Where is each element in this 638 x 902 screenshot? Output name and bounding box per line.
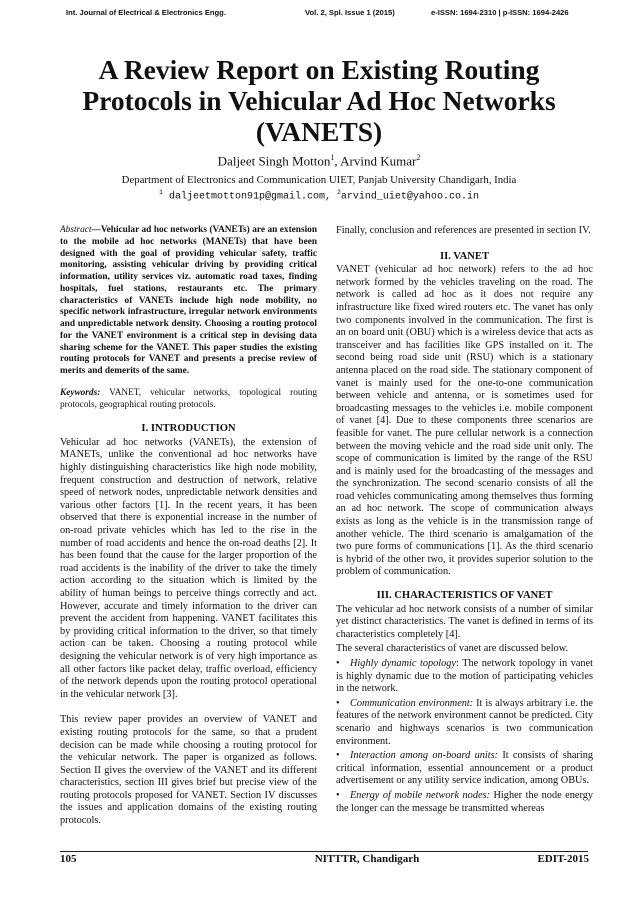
author-1-sup: 1 — [330, 153, 335, 162]
bullet-title: Interaction among on-board units: — [350, 750, 499, 762]
bullet-text: : The network topology in vanet is highly dynamic due to the motion of participating vehicles in the network. — [336, 658, 594, 695]
authors — [0, 153, 638, 169]
section-heading-introduction: I. INTRODUCTION — [141, 423, 236, 435]
email-2: arvind_uiet@yahoo.co.in — [340, 191, 479, 203]
bullet-icon: • — [336, 750, 340, 762]
email-2-sup: 2 — [337, 189, 341, 196]
footer-institute: NITTTR, Chandigarh — [314, 853, 420, 865]
keywords-text: VANET, vehicular networks, topological routing protocols, geographical routing protocols. — [60, 387, 317, 410]
author-1: Daljeet Singh Motton — [217, 153, 331, 169]
keywords — [60, 388, 317, 412]
footer-divider — [60, 851, 588, 852]
intro-paragraph-2: This review paper provides an overview of VANET and existing routing protocols for the same, so that a prudent decision can be made while choosing a routing protocol for the vehicular network. The paper is organized as follows. Section II gives the overview of the VANET and its different characteristics, section III gives brief but precise view of the routing protocols proposed for VANET. Section IV discusses the issues and application domains of the existing routing protocols. — [60, 714, 317, 827]
section-heading-vanet: II. VANET — [439, 250, 490, 262]
list-item — [336, 790, 593, 815]
volume-issue: Vol. 2, Spl. Issue 1 (2015) — [305, 8, 395, 17]
section-heading-characteristics: III. CHARACTERISTICS OF VANET — [376, 590, 553, 602]
author-2-sup: 2 — [416, 153, 421, 162]
list-item — [336, 658, 593, 696]
keywords-label: Keywords: — [60, 387, 101, 398]
bullet-title: Highly dynamic topology — [350, 658, 457, 669]
bullet-title: Energy of mobile network nodes: — [350, 789, 490, 801]
issn: e-ISSN: 1694-2310 | p-ISSN: 1694-2426 — [431, 8, 569, 17]
abstract-label: Abstract — [60, 225, 92, 235]
abstract-text: —Vehicular ad hoc networks (VANETs) are an extension to the mobile ad hoc networks (MANETs) that have been designed with the goal of providing vehicular safety, traffic monitoring, assisting vehicular driving by providing critical information, utility services viz. automatic road taxes, finding hospitals, fuel stations, restaurants etc. The primary characteristics of VANETs include high node mobility, no specific network infrastructure, irregular network environments and unpredictable network density. Choosing a routing protocol for the VANET environment is a critical step in devising data sharing scheme for the VANET. This paper studies the existing routing protocols for VANET and presents a precise review of merits and demerits of the same. — [60, 225, 317, 376]
paper-title: A Review Report on Existing Routing Protocols in Vehicular Ad Hoc Networks (VANETS) — [82, 54, 556, 147]
bullet-text: It consists of sharing critical information, essential announcement or a product advertisement or any utility service indication, among OBUs. — [336, 750, 594, 787]
abstract — [60, 225, 317, 378]
bullet-icon: • — [336, 697, 340, 709]
bullet-icon: • — [336, 658, 340, 669]
author-2: Arvind Kumar — [340, 153, 417, 169]
intro-paragraph-1: Vehicular ad hoc networks (VANETs), the extension of MANETs, unlike the conventional ad hoc networks have highly distinguishing characteristics like high node mobility, frequent construction and destruction of network, relative speed of network nodes, unpredictable network densities and various other factors [1]. In the recent years, it has been observed that there is exponential increase in the number of on-road private vehicles which has led to the rise in the number of road accidents and hence the on-road deaths [2]. It has been found that the cause for the larger proportion of the road accidents is the inability of the driver to take the timely action according to the situation which is limited by the ability of human beings to perceive things correctly and act. However, accurate and timely information to the driver can prevent the accident from happening. VANET facilitates this by providing critical information to the driver, so that timely action can be taken. Choosing a routing protocol while designing the vehicular network is of very high importance as all other factors like packet delay, traffic overload, efficiency of the network depends upon the routing protocol operational in the vehicular network [3]. — [60, 436, 317, 700]
vanet-paragraph: VANET (vehicular ad hoc network) refers to the ad hoc network formed by the vehicles traveling on the road. The network is called ad hoc as it does not require any infrastructure like fixed wired routers etc. The vanet has only two components involved in the communication. The first is an on board unit (OBU) which is a wireless device that acts as transceiver and has facilities like GPS installed on it. The second being road side unit (RSU) which is a stationary antenna placed on the road side. The stationary component of vanet is mainly used for the one-to-one communication between vehicle and antenna, or is sometimes used for broadcasting messages to the vehicles i.e. mobile component of vanet [4]. Due to these components three scenarios are feasible for vanet. The pure cellular network is a connection between the moving vehicle and the road side unit only. The scope of communication is limited by the range of the RSU and is mainly used for the broadcasting of the messages and the synchronization. The second scenario consists of all the road vehicles communicating among themselves thus forming an ad hoc network. The scope of communication always exists as long as the vehicle is in the transmission range of another vehicle. The third scenario is amalgamation of the two pure forms of communications [1]. As the third scenario is hybrid of the other two, it provides superior solution to the problem of communication. — [336, 264, 593, 578]
bullet-text: Higher the node energy the longer can the message be transmitted whereas — [336, 789, 593, 814]
bullet-icon: • — [336, 789, 340, 801]
journal-name: Int. Journal of Electrical & Electronics Engg. — [66, 8, 226, 17]
author-emails — [0, 189, 638, 202]
right-column — [336, 225, 593, 815]
email-1-sup: 1 — [159, 189, 163, 196]
affiliation: Department of Electronics and Communication UIET, Panjab University Chandigarh, India — [121, 174, 517, 186]
characteristics-paragraph-1: The vehicular ad hoc network consists of a number of similar yet distinct characteristics. The vanet is defined in terms of its characteristics completely [4]. — [336, 603, 593, 640]
bullet-title: Communication environment: — [350, 697, 474, 709]
intro-paragraph-3: Finally, conclusion and references are presented in section IV. — [336, 225, 591, 236]
email-1: daljeetmotton91p@gmail.com, — [168, 191, 331, 203]
author-separator: , — [334, 153, 341, 169]
bullet-text: It is always arbitrary i.e. the features of the network environment cannot be predicted. City scenario and highways scenarios is two communication environment. — [336, 697, 594, 747]
list-item — [336, 698, 593, 748]
footer-edition: EDIT-2015 — [537, 853, 589, 865]
left-column — [60, 225, 317, 828]
page-number: 105 — [60, 853, 77, 865]
list-item — [336, 750, 593, 788]
characteristics-paragraph-2: The several characteristics of vanet are discussed below. — [336, 643, 569, 655]
